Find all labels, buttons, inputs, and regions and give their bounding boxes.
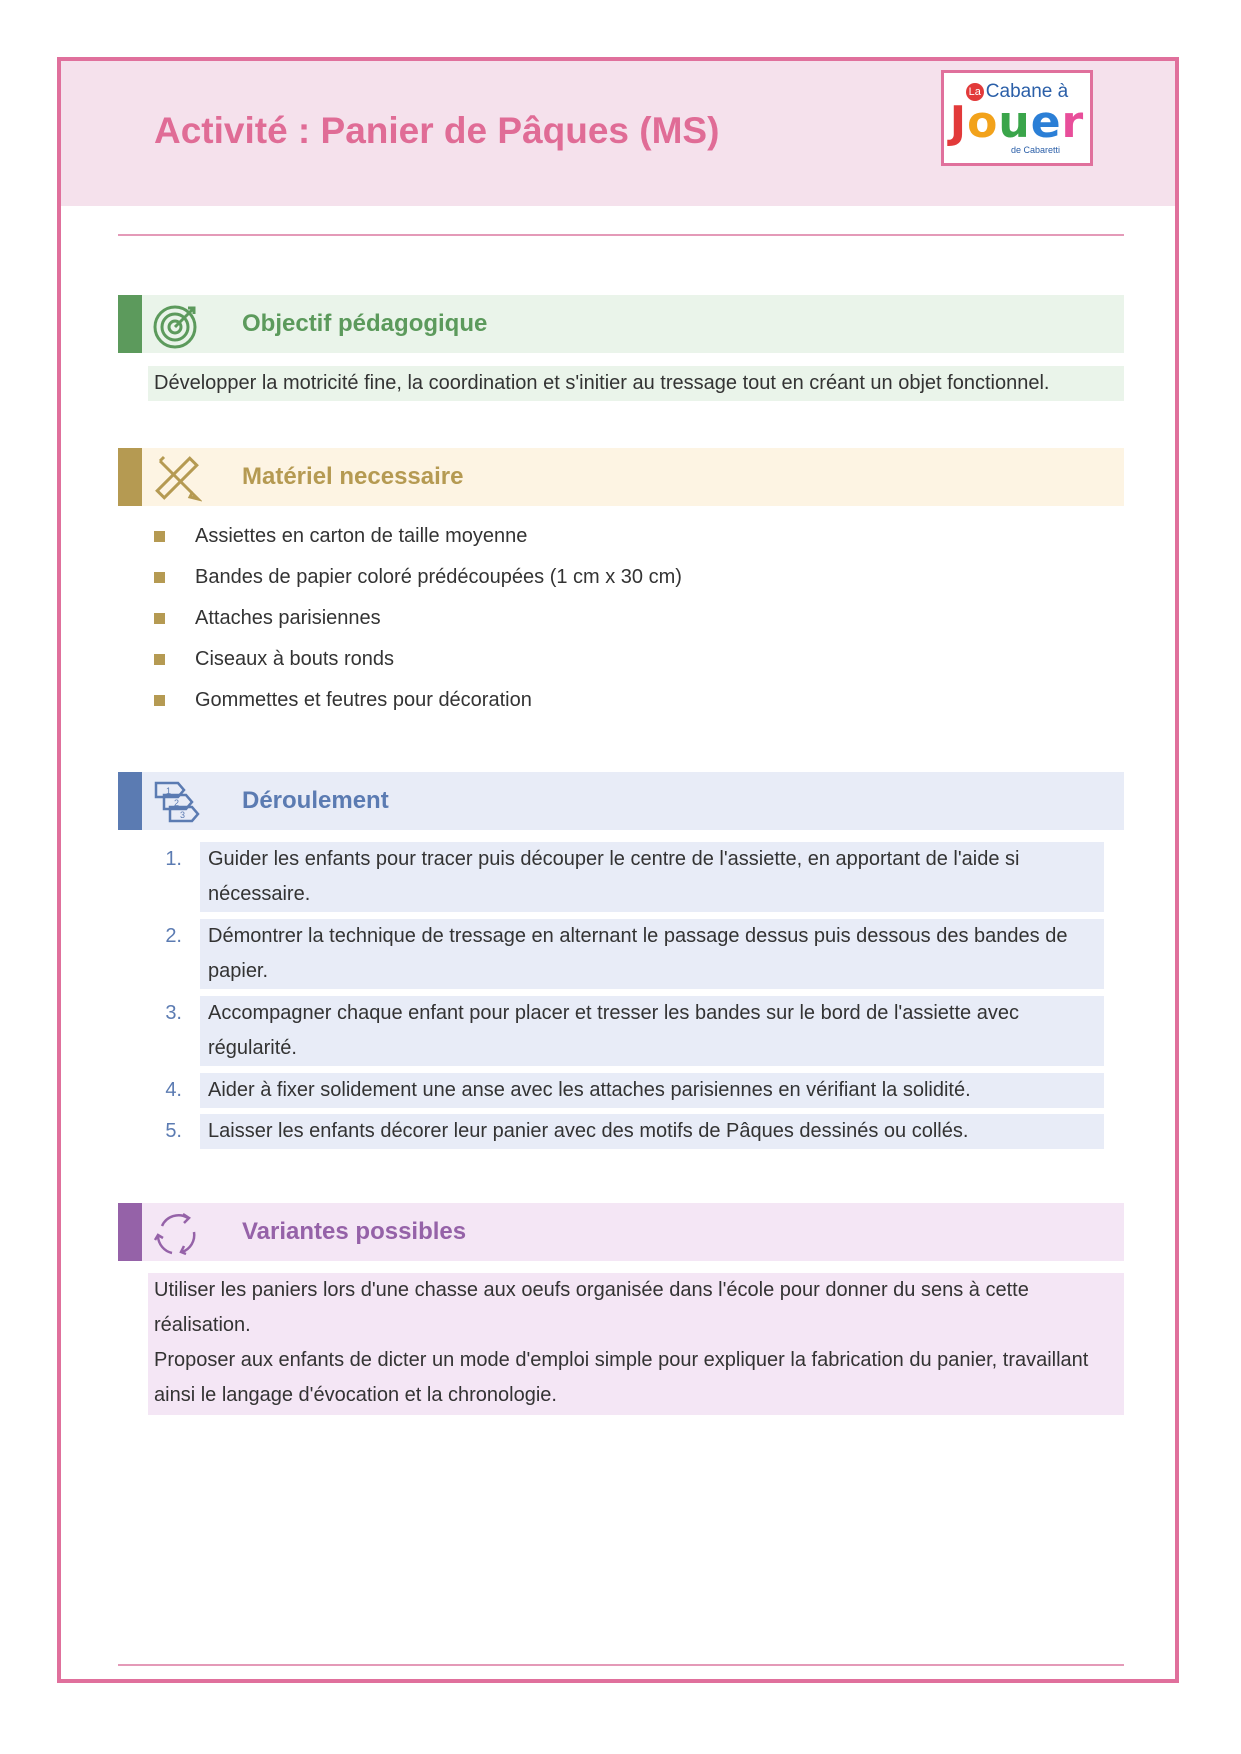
step-number: 1.	[165, 848, 182, 870]
step-number: 2.	[165, 925, 182, 947]
list-item: Bandes de papier coloré prédécoupées (1 cm x 30 cm)	[154, 560, 682, 601]
section-accent-bar	[118, 448, 142, 506]
section-objectif-header	[118, 295, 1124, 353]
bullet-square-icon	[154, 531, 165, 542]
section-title: Variantes possibles	[242, 1218, 467, 1245]
step-number: 4.	[165, 1079, 182, 1101]
section-title: Matériel necessaire	[242, 463, 464, 490]
section-accent-bar	[118, 1203, 142, 1261]
section-accent-bar	[118, 772, 142, 830]
target-icon	[152, 300, 202, 350]
variantes-paragraph: Proposer aux enfants de dicter un mode d'emploi simple pour expliquer la fabrication du panier, travaillant ainsi le langage d'évocation et la chronologie.	[154, 1349, 1089, 1406]
logo-line3: de Cabaretti	[1010, 145, 1060, 155]
cycle-arrows-icon	[152, 1208, 202, 1258]
section-materiel-header	[118, 448, 1124, 506]
bullet-square-icon	[154, 654, 165, 665]
logo-line1: La Cabane à	[944, 81, 1090, 103]
bullet-square-icon	[154, 613, 165, 624]
step-text: Guider les enfants pour tracer puis découper le centre de l'assiette, en apportant de l'aide si nécessaire.	[200, 842, 1104, 912]
list-item: Gommettes et feutres pour décoration	[154, 683, 682, 724]
svg-text:3: 3	[180, 810, 186, 820]
list-item: Attaches parisiennes	[154, 601, 682, 642]
variantes-text	[148, 1273, 1124, 1415]
list-item: Ciseaux à bouts ronds	[154, 642, 682, 683]
section-variantes-header	[118, 1203, 1124, 1261]
bullet-square-icon	[154, 572, 165, 583]
logo	[941, 70, 1093, 166]
list-item: Assiettes en carton de taille moyenne	[154, 519, 682, 560]
logo-word: Jouer	[949, 97, 1085, 148]
section-title: Objectif pédagogique	[242, 310, 488, 337]
section-deroulement-header	[118, 772, 1124, 830]
steps-icon	[152, 777, 202, 827]
section-accent-bar	[118, 295, 142, 353]
bullet-square-icon	[154, 695, 165, 706]
objectif-text: Développer la motricité fine, la coordination et s'initier au tressage tout en créant un objet fonctionnel.	[148, 366, 1124, 401]
step-text: Laisser les enfants décorer leur panier avec des motifs de Pâques dessinés ou collés.	[200, 1114, 1104, 1149]
bottom-divider	[118, 1664, 1124, 1666]
top-divider	[118, 234, 1124, 236]
ruler-pencil-icon	[152, 453, 202, 503]
svg-text:2: 2	[174, 798, 180, 808]
step-number: 3.	[165, 1002, 182, 1024]
variantes-paragraph: Utiliser les paniers lors d'une chasse aux oeufs organisée dans l'école pour donner du sens à cette réalisation.	[154, 1279, 1029, 1336]
step-text: Aider à fixer solidement une anse avec les attaches parisiennes en vérifiant la solidité.	[200, 1073, 1104, 1108]
section-title: Déroulement	[242, 787, 389, 814]
materiel-list	[154, 519, 682, 724]
step-text: Démontrer la technique de tressage en alternant le passage dessus puis dessous des bandes de papier.	[200, 919, 1104, 989]
step-number: 5.	[165, 1120, 182, 1142]
svg-text:1: 1	[166, 786, 172, 796]
page-title: Activité : Panier de Pâques (MS)	[154, 110, 720, 151]
step-text: Accompagner chaque enfant pour placer et tresser les bandes sur le bord de l'assiette avec régularité.	[200, 996, 1104, 1066]
